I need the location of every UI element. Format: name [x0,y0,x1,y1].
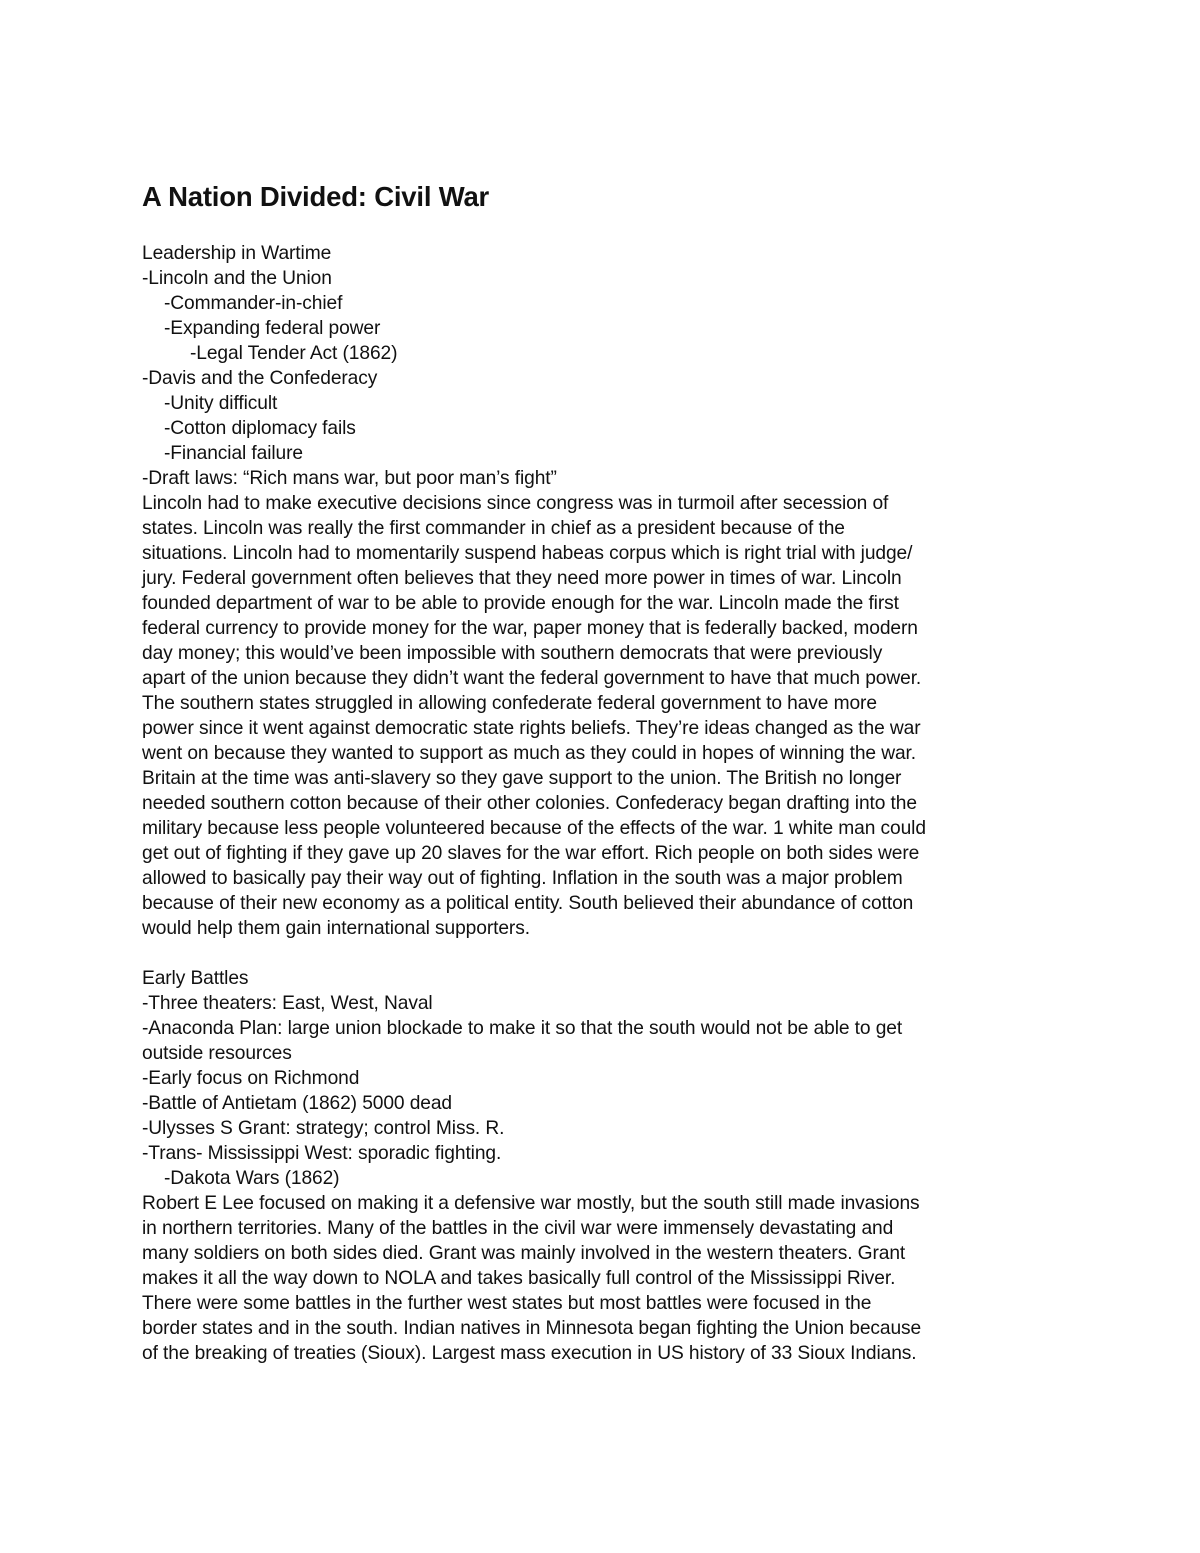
paragraph-line: federal currency to provide money for the war, paper money that is federally backed, modern [142,618,918,639]
paragraph-line: many soldiers on both sides died. Grant was mainly involved in the western theaters. Grant [142,1243,906,1264]
paragraph-line: Robert E Lee focused on making it a defensive war mostly, but the south still made invasions [142,1193,920,1214]
outline-item: -Anaconda Plan: large union blockade to make it so that the south would not be able to get [142,1018,903,1039]
section-paragraph [142,1191,1072,1366]
paragraph-line: day money; this would’ve been impossible with southern democrats that were previously [142,643,883,664]
section-heading: Early Battles [142,968,249,989]
outline-item: -Commander-in-chief [164,293,343,314]
section-paragraph [142,491,1072,941]
outline-item: -Ulysses S Grant: strategy; control Miss. R. [142,1118,505,1139]
section-early-battles [142,966,1072,1366]
paragraph-line: Britain at the time was anti-slavery so they gave support to the union. The British no longer [142,768,902,789]
outline-item: -Lincoln and the Union [142,268,332,289]
paragraph-line: founded department of war to be able to provide enough for the war. Lincoln made the first [142,593,899,614]
paragraph-line: because of their new economy as a political entity. South believed their abundance of cotton [142,893,914,914]
section-leadership-in-wartime [142,241,1072,941]
paragraph-line: of the breaking of treaties (Sioux). Largest mass execution in US history of 33 Sioux Indians. [142,1343,917,1364]
paragraph-line: situations. Lincoln had to momentarily suspend habeas corpus which is right trial with judge/ [142,543,913,564]
paragraph-line: get out of fighting if they gave up 20 slaves for the war effort. Rich people on both sides were [142,843,920,864]
outline-item: -Legal Tender Act (1862) [190,343,398,364]
outline-item: -Financial failure [164,443,303,464]
outline-item: -Trans- Mississippi West: sporadic fighting. [142,1143,502,1164]
outline-item: outside resources [142,1043,292,1064]
outline-list [142,266,1072,491]
outline-item: -Draft laws: “Rich mans war, but poor man’s fight” [142,468,557,489]
paragraph-line: Lincoln had to make executive decisions since congress was in turmoil after secession of [142,493,889,514]
outline-item: -Unity difficult [164,393,278,414]
paragraph-line: states. Lincoln was really the first commander in chief as a president because of the [142,518,845,539]
paragraph-line: apart of the union because they didn’t want the federal government to have that much power. [142,668,922,689]
outline-item: -Battle of Antietam (1862) 5000 dead [142,1093,453,1114]
paragraph-line: There were some battles in the further west states but most battles were focused in the [142,1293,872,1314]
paragraph-line: border states and in the south. Indian natives in Minnesota began fighting the Union because [142,1318,922,1339]
paragraph-line: makes it all the way down to NOLA and takes basically full control of the Mississippi River. [142,1268,896,1289]
paragraph-line: would help them gain international supporters. [142,918,530,939]
paragraph-line: power since it went against democratic state rights beliefs. They’re ideas changed as the war [142,718,921,739]
outline-item: -Davis and the Confederacy [142,368,378,389]
outline-list [142,991,1072,1191]
paragraph-line: The southern states struggled in allowing confederate federal government to have more [142,693,877,714]
document-title: A Nation Divided: Civil War [142,181,490,212]
paragraph-line: went on because they wanted to support as much as they could in hopes of winning the war. [142,743,917,764]
paragraph-line: jury. Federal government often believes that they need more power in times of war. Lincoln [142,568,902,589]
outline-item: -Three theaters: East, West, Naval [142,993,433,1014]
section-heading: Leadership in Wartime [142,243,332,264]
outline-item: -Cotton diplomacy fails [164,418,356,439]
outline-item: -Early focus on Richmond [142,1068,360,1089]
outline-item: -Dakota Wars (1862) [164,1168,340,1189]
document-content [142,178,1072,1366]
paragraph-line: needed southern cotton because of their other colonies. Confederacy began drafting into the [142,793,917,814]
paragraph-line: allowed to basically pay their way out of fighting. Inflation in the south was a major problem [142,868,903,889]
section-gap [142,941,1072,966]
outline-item: -Expanding federal power [164,318,381,339]
paragraph-line: military because less people volunteered because of the effects of the war. 1 white man could [142,818,926,839]
paragraph-line: in northern territories. Many of the battles in the civil war were immensely devastating and [142,1218,894,1239]
